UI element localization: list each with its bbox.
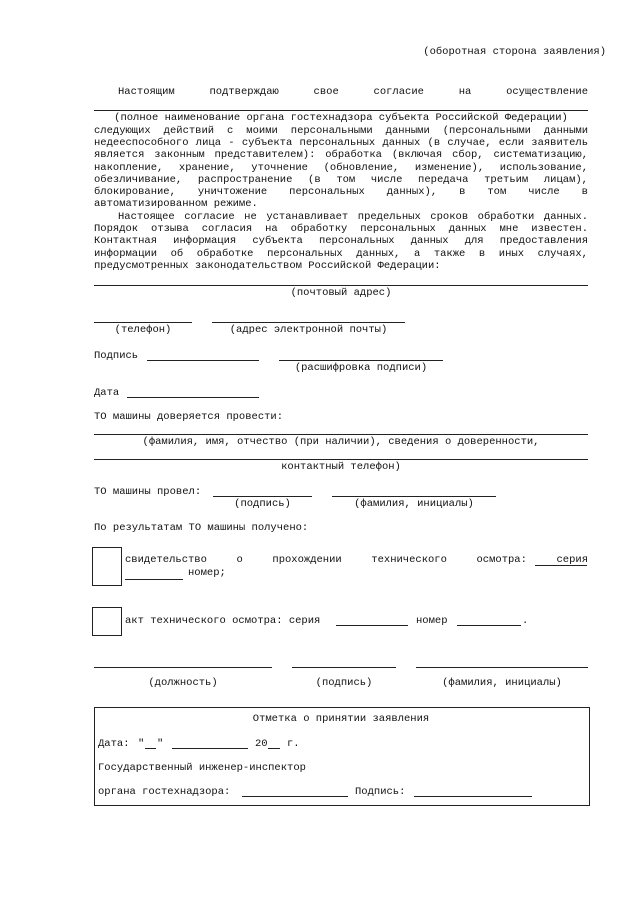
results-label: По результатам ТО машины получено: (94, 522, 309, 534)
act-label: акт технического осмотра: серия (125, 615, 321, 627)
date-field[interactable] (127, 397, 259, 398)
performed-label: ТО машины провел: (94, 486, 202, 498)
signature-label: Подпись (94, 350, 139, 362)
act-series-field[interactable] (336, 625, 408, 626)
trustee-phone-field[interactable] (94, 459, 588, 460)
date-quote-close: " (157, 738, 164, 750)
position-caption: (должность) (148, 677, 218, 689)
acceptance-signature-label: Подпись: (355, 786, 406, 798)
act-checkbox[interactable] (92, 607, 122, 636)
act-end-mark: . (522, 615, 529, 627)
performer-name-caption: (фамилия, инициалы) (354, 498, 474, 510)
official-position-field[interactable] (94, 667, 272, 668)
certificate-label: свидетельство о прохождении технического осмотра: серия (125, 554, 588, 566)
date-quote-open: " (138, 738, 145, 750)
trustee-field[interactable] (94, 434, 588, 435)
entrust-label: ТО машины доверяется провести: (94, 411, 284, 423)
official-name-field[interactable] (416, 667, 588, 668)
email-caption: (адрес электронной почты) (229, 324, 388, 336)
consent-intro: Настоящим подтверждаю свое согласие на осуществление (118, 86, 588, 98)
acceptance-title: Отметка о принятии заявления (252, 713, 430, 725)
postal-address-field[interactable] (94, 285, 588, 286)
certificate-series-field[interactable] (535, 565, 587, 566)
certificate-checkbox[interactable] (92, 547, 122, 586)
official-name-caption: (фамилия, инициалы) (442, 677, 562, 689)
official-signature-caption: (подпись) (315, 677, 373, 689)
acceptance-signature-field[interactable] (414, 796, 532, 797)
inspector-label: Государственный инженер-инспектор (98, 762, 306, 774)
email-field[interactable] (212, 322, 405, 323)
acceptance-authority-field[interactable] (242, 796, 348, 797)
consent-validity-text: Настоящее согласие не устанавливает предельных сроков обработки данных. Порядок отзыва согласия на обработку персональных данных мне известен. Контактная информация субъекта персональных данных для предоставления информации об обработке персональных данных, а также в иных случаях, предусмотренных законодательством Российской Федерации: (94, 211, 588, 272)
phone-caption: (телефон) (114, 324, 172, 336)
consent-actions-text: следующих действий с моими персональными данными (персональными данными недееспособного лица - субъекта персональных данных (в случае, если заявитель является законным представителем): обработка (включая сбор, систематизацию, накопление, хранение, уточнение (обновление, изменение), использование, обезличивание, распространение (в том числе передача третьим лицам), блокирование, уничтожение персональных данных), в том числе в автоматизированном режиме. (94, 125, 588, 211)
certificate-number-field[interactable] (125, 579, 183, 580)
signature-field[interactable] (147, 360, 259, 361)
year-suffix: г. (287, 738, 300, 750)
authority-caption: (полное наименование органа гостехнадзора субъекта Российской Федерации) (114, 112, 568, 124)
acceptance-year-field[interactable] (268, 748, 280, 749)
authority-name-field[interactable] (94, 110, 588, 111)
page-side-note: (оборотная сторона заявления) (423, 46, 606, 58)
acceptance-day-field[interactable] (145, 748, 156, 749)
date-label: Дата (94, 387, 120, 399)
postal-address-caption: (почтовый адрес) (290, 287, 392, 299)
performer-name-field[interactable] (332, 496, 496, 497)
authority-label: органа гостехнадзора: (98, 786, 231, 798)
certificate-number-label: номер; (188, 567, 226, 579)
performer-signature-caption: (подпись) (234, 498, 291, 510)
phone-field[interactable] (94, 322, 192, 323)
official-signature-field[interactable] (292, 667, 396, 668)
acceptance-date-label: Дата: (98, 738, 130, 750)
acceptance-month-field[interactable] (172, 748, 248, 749)
performer-signature-field[interactable] (213, 496, 312, 497)
act-number-field[interactable] (457, 625, 521, 626)
signature-decode-caption: (расшифровка подписи) (294, 362, 428, 374)
year-prefix: 20 (255, 738, 268, 750)
trustee-caption: (фамилия, имя, отчество (при наличии), сведения о доверенности, (142, 436, 540, 448)
act-number-label: номер (416, 615, 448, 627)
trustee-phone-caption: контактный телефон) (281, 461, 401, 473)
signature-decode-field[interactable] (279, 360, 443, 361)
